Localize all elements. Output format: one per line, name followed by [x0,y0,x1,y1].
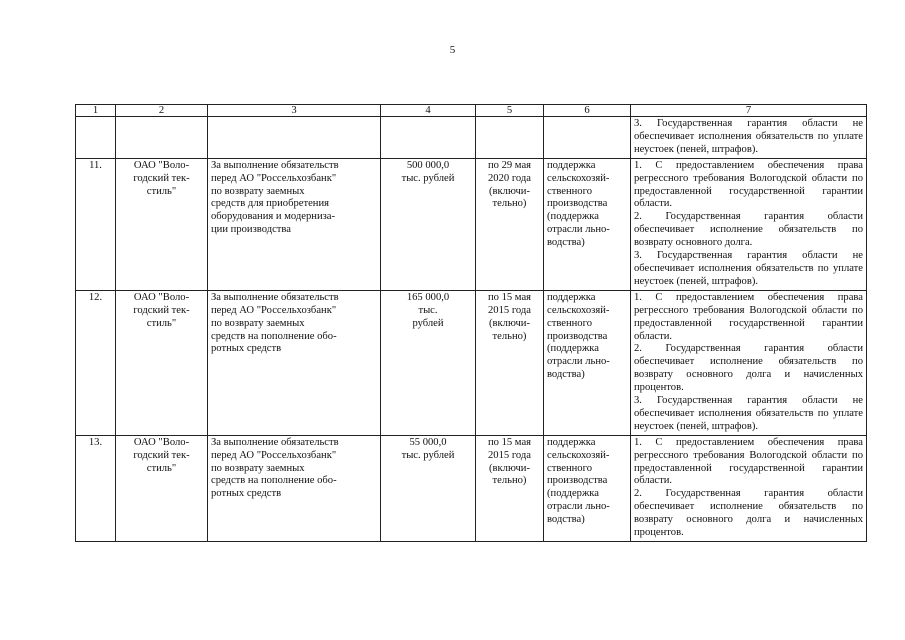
page-number: 5 [449,44,456,56]
conditions-cell [631,435,867,541]
row-number-cell: 11. [76,158,116,290]
conditions-cell [631,158,867,290]
table-row-continuation [76,117,867,159]
amount-cell: 500 000,0 тыс. рублей [401,159,455,184]
header-col-6: 6 [544,105,631,117]
header-row [76,105,867,117]
header-col-4: 4 [381,105,476,117]
condition-item: 1. С предоставлением обеспечения права регрессного требования Вологодской области по предоставленной государственной гарантии области. [634,159,863,210]
condition-item: 2. Государственная гарантия области обеспечивает исполнение обязательств по возврату основного долга. [634,211,863,249]
purpose-cell: За выполнение обязательств перед АО "Россельхозбанк" по возврату заемных средств на пополнение обо- ротных средств [211,291,339,355]
condition-item: 2. Государственная гарантия области обеспечивает исполнение обязательств по возврату основного долга и начисленных процентов. [634,488,863,539]
conditions-cell [631,290,867,435]
condition-item: 1. С предоставлением обеспечения права регрессного требования Вологодской области по предоставленной государственной гарантии области. [634,291,863,342]
header-col-1: 1 [76,105,116,117]
guarantees-table [75,104,867,542]
goal-cell [544,117,631,159]
header-col-5: 5 [476,105,544,117]
term-cell [476,117,544,159]
condition-item: 3. Государственная гарантия области не обеспечивает исполнения обязательств по уплате неустоек (пеней, штрафов). [634,250,863,287]
header-col-2: 2 [116,105,208,117]
term-cell: по 15 мая 2015 года (включи- тельно) [487,436,532,487]
term-cell: по 15 мая 2015 года (включи- тельно) [487,291,532,342]
amount-cell: 55 000,0 тыс. рублей [401,436,455,461]
goal-cell: поддержка сельскохозяй- ственного производства (поддержка отрасли льно- водства) [547,159,610,249]
goal-cell: поддержка сельскохозяй- ственного производства (поддержка отрасли льно- водства) [547,291,610,381]
condition-item: 2. Государственная гарантия области обеспечивает исполнение обязательств по возврату основного долга и начисленных процентов. [634,343,863,394]
term-cell: по 29 мая 2020 года (включи- тельно) [487,159,532,210]
principal-cell: ОАО "Воло- годский тек- стиль" [133,291,190,329]
condition-item: 3. Государственная гарантия области не обеспечивает исполнения обязательств по уплате неустоек (пеней, штрафов). [634,118,863,155]
purpose-cell [208,117,381,159]
purpose-cell: За выполнение обязательств перед АО "Россельхозбанк" по возврату заемных средств на пополнение обо- ротных средств [211,436,339,500]
condition-item: 3. Государственная гарантия области не обеспечивает исполнения обязательств по уплате неустоек (пеней, штрафов). [634,395,863,432]
goal-cell: поддержка сельскохозяй- ственного производства (поддержка отрасли льно- водства) [547,436,610,526]
row-number-cell: 12. [76,290,116,435]
principal-cell [116,117,208,159]
row-number-cell: 13. [76,435,116,541]
principal-cell: ОАО "Воло- годский тек- стиль" [133,159,190,197]
principal-cell: ОАО "Воло- годский тек- стиль" [133,436,190,474]
row-number-cell [76,117,116,159]
table-row [76,435,867,541]
conditions-cell [631,117,867,159]
header-col-7: 7 [631,105,867,117]
table-row [76,290,867,435]
amount-cell: 165 000,0 тыс. рублей [406,291,450,329]
header-col-3: 3 [208,105,381,117]
condition-item: 1. С предоставлением обеспечения права регрессного требования Вологодской области по предоставленной государственной гарантии области. [634,436,863,487]
amount-cell [381,117,476,159]
table-row [76,158,867,290]
purpose-cell: За выполнение обязательств перед АО "Россельхозбанк" по возврату заемных средств для приобретения оборудования и модерниза- ции производства [211,159,339,236]
